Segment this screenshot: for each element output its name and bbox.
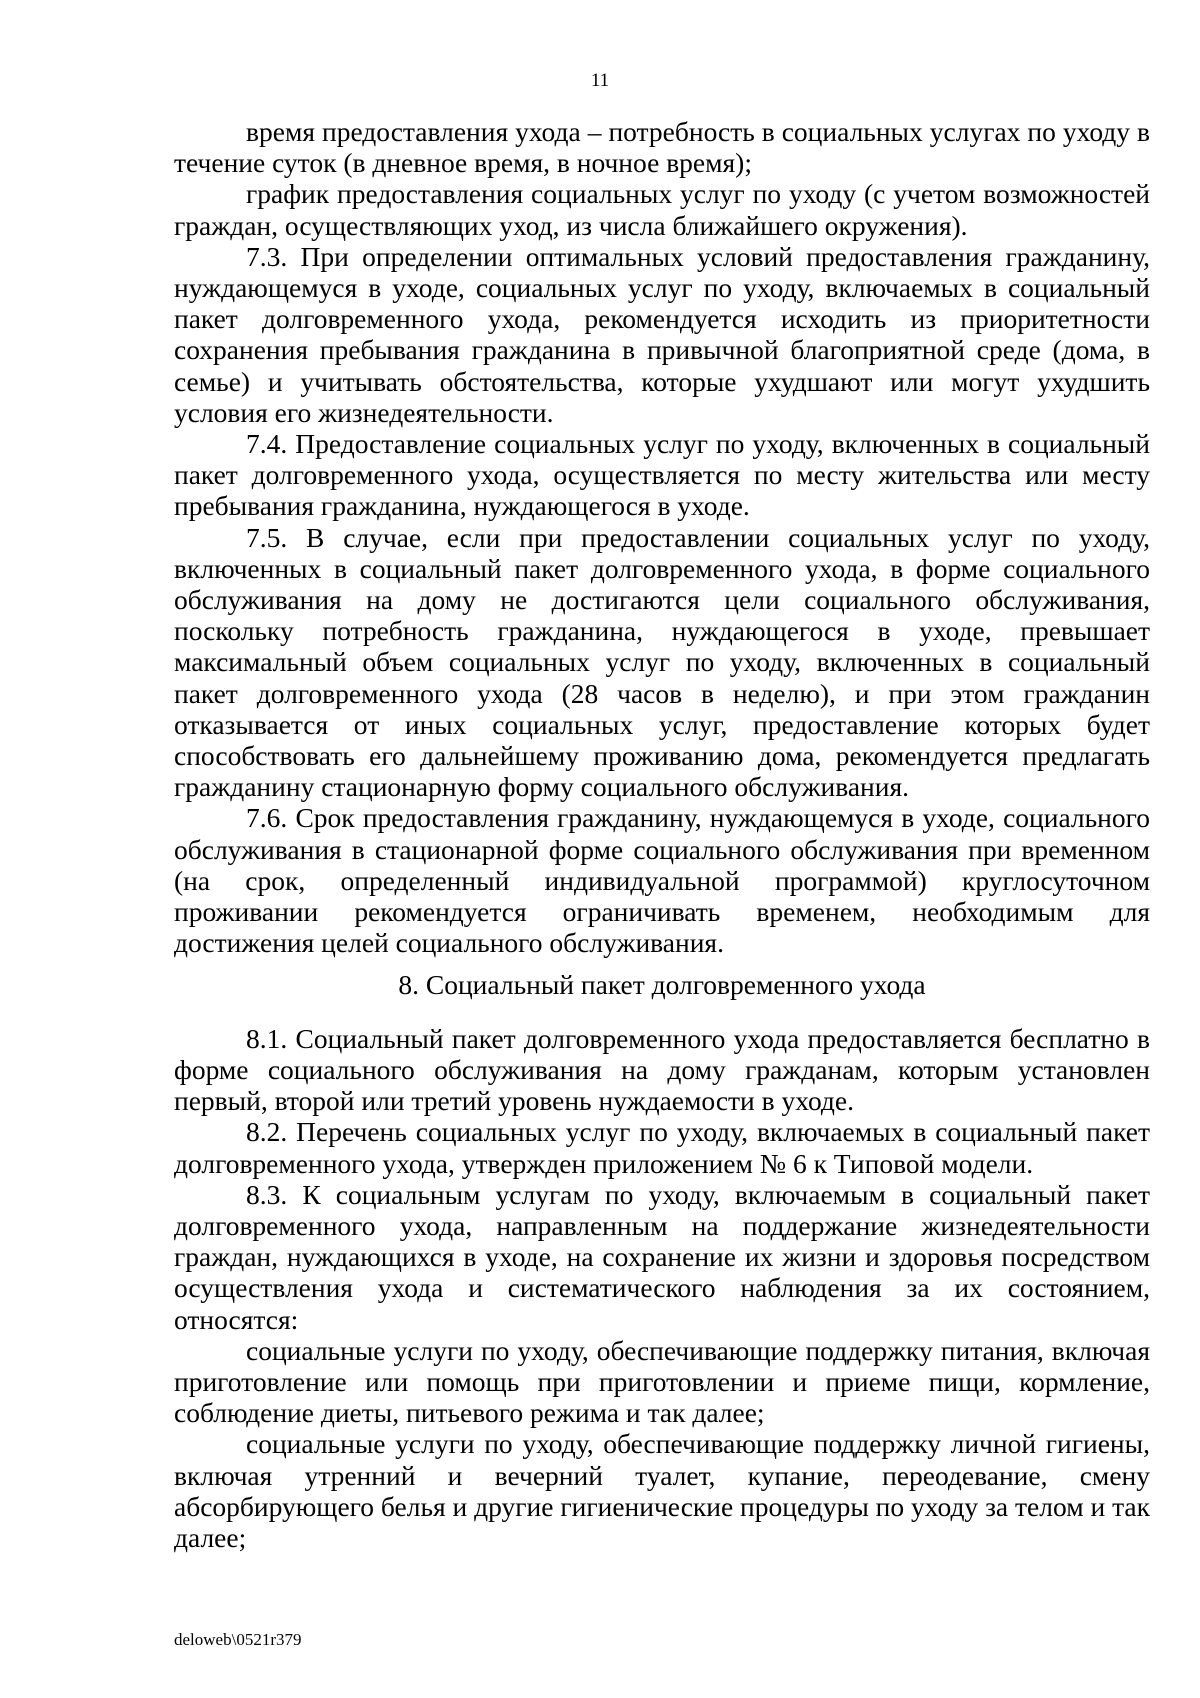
document-body	[174, 116, 1150, 1553]
list-item: социальные услуги по уходу, обеспечивающие поддержку питания, включая приготовление или помощь при приготовлении и приеме пищи, кормление, соблюдение диеты, питьевого режима и так далее;	[174, 1334, 1150, 1429]
paragraph-7-6: 7.6. Срок предоставления гражданину, нуждающемуся в уходе, социального обслуживания в стационарной форме социального обслуживания при временном (на срок, определенный индивидуальной программой) круглосуточном проживании рекомендуется ограничивать временем, необходимым для достижения целей социального обслуживания.	[174, 802, 1150, 959]
paragraph-8-2: 8.2. Перечень социальных услуг по уходу, включаемых в социальный пакет долговременного ухода, утвержден приложением № 6 к Типовой модели.	[174, 1116, 1150, 1179]
document-code: deloweb\0521r379	[174, 1630, 302, 1649]
paragraph-7-4: 7.4. Предоставление социальных услуг по уходу, включенных в социальный пакет долговременного ухода, осуществляется по месту жительства или месту пребывания гражданина, нуждающегося в уходе.	[174, 428, 1150, 522]
paragraph-8-1: 8.1. Социальный пакет долговременного ухода предоставляется бесплатно в форме социального обслуживания на дому гражданам, которым установлен первый, второй или третий уровень нуждаемости в уходе.	[174, 1022, 1150, 1117]
paragraph: время предоставления ухода – потребность в социальных услугах по уходу в течение суток (в дневное время, в ночное время);	[174, 116, 1150, 179]
section-heading: 8. Социальный пакет долговременного ухода	[398, 969, 926, 1001]
paragraph-7-3: 7.3. При определении оптимальных условий предоставления гражданину, нуждающемуся в уходе, социальных услуг по уходу, включаемых в социальный пакет долговременного ухода, рекомендуется исходить из приоритетности сохранения пребывания гражданина в привычной благоприятной среде (дома, в семье) и учитывать обстоятельства, которые ухудшают или могут ухудшить условия его жизнедеятельности.	[174, 240, 1150, 428]
page-number: 11	[590, 70, 610, 91]
paragraph-8-3: 8.3. К социальным услугам по уходу, включаемым в социальный пакет долговременного ухода, направленным на поддержание жизнедеятельности граждан, нуждающихся в уходе, на сохранение их жизни и здоровья посредством осуществления ухода и систематического наблюдения за их состоянием, относятся:	[174, 1178, 1150, 1335]
paragraph: график предоставления социальных услуг по уходу (с учетом возможностей граждан, осуществляющих уход, из числа ближайшего окружения).	[174, 178, 1150, 241]
paragraph-7-5: 7.5. В случае, если при предоставлении социальных услуг по уходу, включенных в социальный пакет долговременного ухода, в форме социального обслуживания на дому не достигаются цели социального обслуживания, поскольку потребность гражданина, нуждающегося в уходе, превышает максимальный объем социальных услуг по уходу, включенных в социальный пакет долговременного ухода (28 часов в неделю), и при этом гражданин отказывается от иных социальных услуг, предоставление которых будет способствовать его дальнейшему проживанию дома, рекомендуется предлагать гражданину стационарную форму социального обслуживания.	[174, 521, 1150, 803]
list-item: социальные услуги по уходу, обеспечивающие поддержку личной гигиены, включая утренний и вечерний туалет, купание, переодевание, смену абсорбирующего белья и другие гигиенические процедуры по уходу за телом и так далее;	[174, 1428, 1150, 1553]
